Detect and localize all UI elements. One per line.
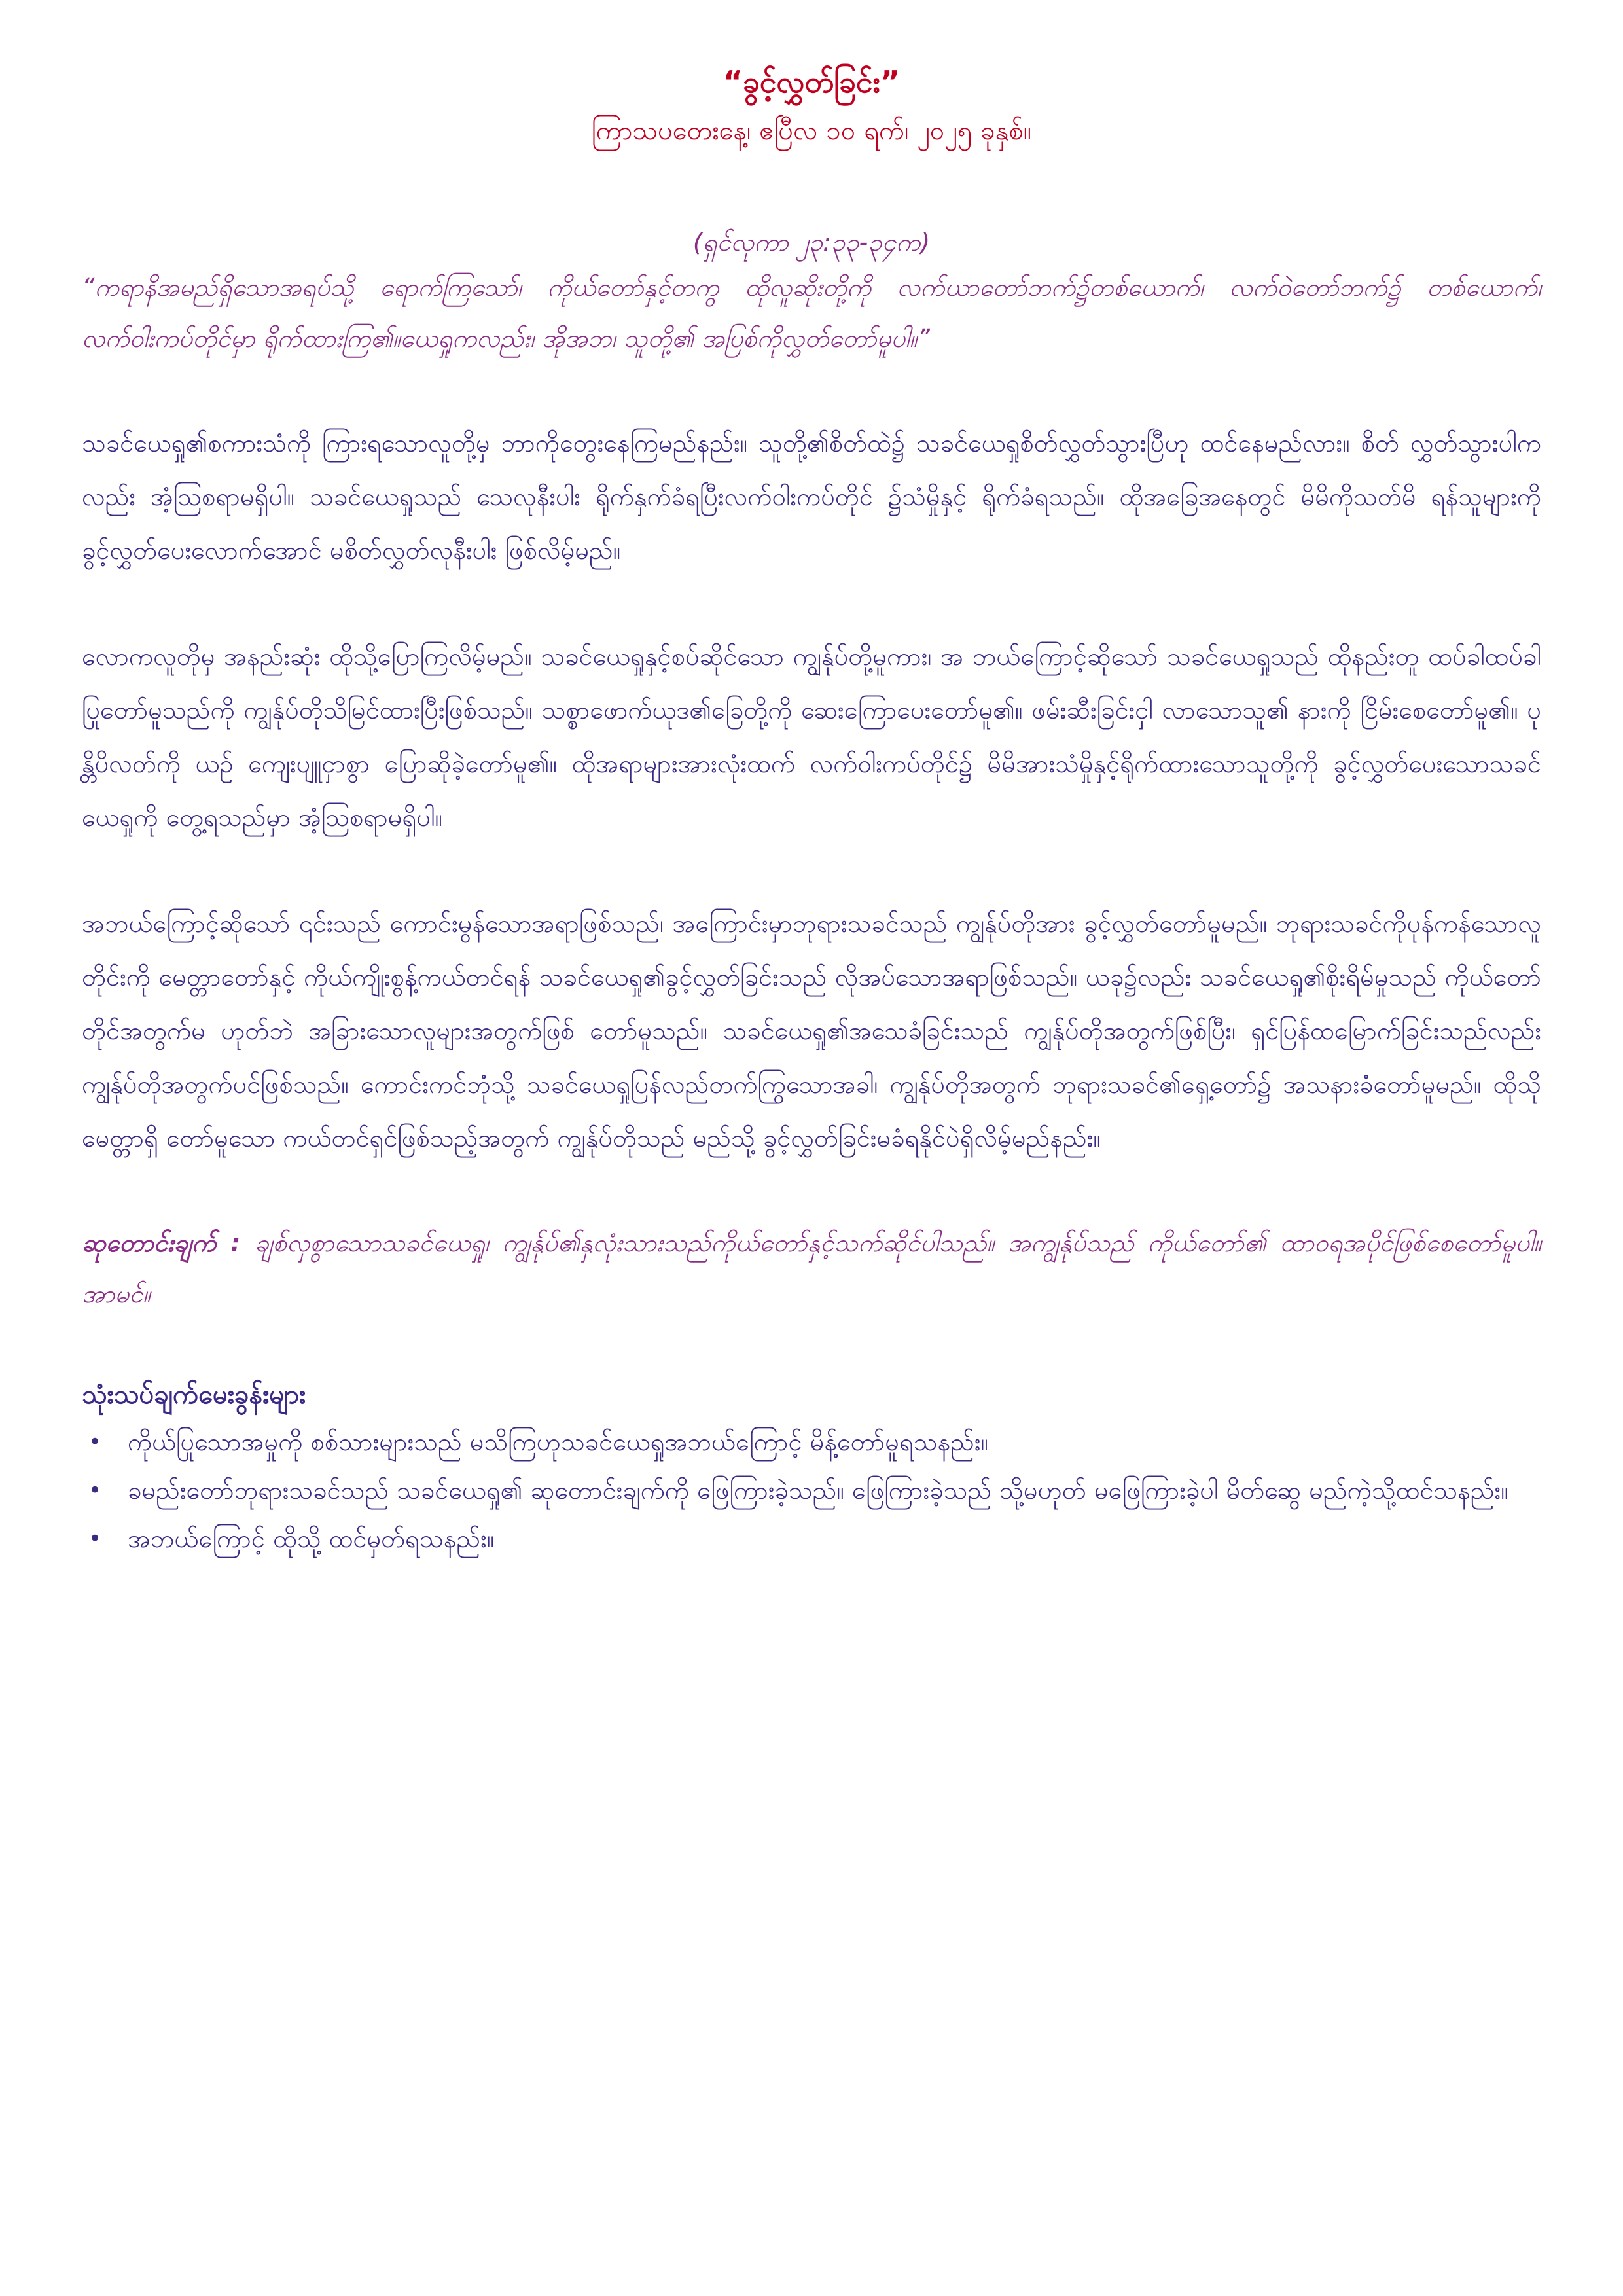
question-text: ကိုယ်ပြုသောအမှုကို စစ်သားများသည် မသိကြဟုသခင်ယေရှုအဘယ်ကြောင့် မိန့်တော်မူရသနည်း။ [128, 1427, 989, 1456]
prayer-block [82, 1217, 1541, 1319]
question-text: ခမည်းတော်ဘုရားသခင်သည် သခင်ယေရှု၏ ဆုတောင်းချက်ကို ဖြေကြားခဲ့သည်။ ဖြေကြားခဲ့သည် သို့မဟုတ် မဖြေကြားခဲ့ပါ မိတ်ဆွေ မည်ကဲ့သို့ထင်သနည်း။ [128, 1476, 1508, 1505]
questions-list [82, 1418, 1541, 1563]
question-text: အဘယ်ကြောင့် ထိုသို့ ထင်မှတ်ရသနည်း။ [128, 1524, 495, 1553]
body-paragraph-2: လောကလူတိုမှ အနည်းဆုံး ထိုသို့ပြောကြလိမ့်မည်။ သခင်ယေရှုနှင့်စပ်ဆိုင်သော ကျွန်ုပ်တို့မူကား၊ အ ဘယ်ကြောင့်ဆိုသော် သခင်ယေရှုသည် ထိုနည်းတူ ထပ်ခါထပ်ခါပြုတော်မူသည်ကို ကျွန်ုပ်တိုသိမြင်ထားပြီးဖြစ်သည်။ သစ္စာဖောက်ယုဒ၏ခြေတို့ကို ဆေးကြောပေးတော်မူ၏။ ဖမ်းဆီးခြင်းငှါ လာသောသူ၏ နားကို ငြိမ်းစေတော်မူ၏။ ပုန္တိပိလတ်ကို ယဉ် ကျေးပျူငှာစွာ ပြောဆိုခဲ့တော်မူ၏။ ထိုအရာများအားလုံးထက် လက်ဝါးကပ်တိုင်၌ မိမိအားသံမှိုနှင့်ရိုက်ထားသောသူတို့ကို ခွင့်လွှတ်ပေးသောသခင်ယေရှုကို တွေ့ရသည်မှာ အံ့သြစရာမရှိပါ။ [82, 642, 1541, 832]
body-paragraph-1: သခင်ယေရှု၏စကားသံကို ကြားရသောလူတို့မှ ဘာကိုတွေးနေကြမည်နည်း။ သူတို့၏စိတ်ထဲ၌ သခင်ယေရှုစိတ်လွှတ်သွားပြီဟု ထင်နေမည်လား။ စိတ် လွှတ်သွားပါကလည်း အံ့သြစရာမရှိပါ။ သခင်ယေရှုသည် သေလုနီးပါး ရိုက်နှက်ခံရပြီးလက်ဝါးကပ်တိုင် ၌သံမှိုနှင့် ရိုက်ခံရသည်။ ထိုအခြေအနေတွင် မိမိကိုသတ်မိ ရန်သူများကို ခွင့်လွှတ်ပေးလောက်အောင် မစိတ်လွှတ်လုနီးပါး ဖြစ်လိမ့်မည်။ [82, 429, 1541, 565]
prayer-label: ဆုတောင်းချက် [82, 1229, 217, 1257]
list-item [82, 1515, 1541, 1563]
document-title: “ခွင့်လွှတ်ခြင်း” [722, 64, 901, 99]
prayer-text: ချစ်လှစွာသောသခင်ယေရှု၊ ကျွန်ုပ်၏နှလုံးသားသည်ကိုယ်တော်နှင့်သက်ဆိုင်ပါသည်။ အကျွန်ုပ်သည် ကိုယ်တော်၏ ထာဝရအပိုင်ဖြစ်စေတော်မူပါ။ အာမင်။ [82, 1229, 1541, 1308]
scripture-reference: (ရှင်လုကာ ၂၃:၃၃-၃၄က) [692, 228, 931, 257]
bullet-icon: • [88, 1429, 102, 1455]
body-paragraph-3: အဘယ်ကြောင့်ဆိုသော် ၎င်းသည် ကောင်းမွန်သောအရာဖြစ်သည်၊ အကြောင်းမှာဘုရားသခင်သည် ကျွန်ုပ်တိုအား ခွင့်လွှတ်တော်မူမည်။ ဘုရားသခင်ကိုပုန်ကန်သောလူတိုင်းကို မေတ္တာတော်နှင့် ကိုယ်ကျိုးစွန့်ကယ်တင်ရန် သခင်ယေရှု၏ခွင့်လွှတ်ခြင်းသည် လိုအပ်သောအရာဖြစ်သည်။ ယခု၌လည်း သခင်ယေရှု၏စိုးရိမ်မှုသည် ကိုယ်တော်တိုင်အတွက်မ ဟုတ်ဘဲ အခြားသောလူများအတွက်ဖြစ် တော်မူသည်။ သခင်ယေရှု၏အသေခံခြင်းသည် ကျွန်ုပ်တိုအတွက်ဖြစ်ပြီး၊ ရှင်ပြန်ထမြောက်ခြင်းသည်လည်းကျွန်ုပ်တိုအတွက်ပင်ဖြစ်သည်။ ကောင်းကင်ဘုံသို့ သခင်ယေရှုပြန်လည်တက်ကြွသောအခါ၊ ကျွန်ုပ်တိုအတွက် ဘုရားသခင်၏ရှေ့တော်၌ အသနားခံတော်မူမည်။ ထိုသိုမေတ္တာရှိ တော်မူသော ကယ်တင်ရှင်ဖြစ်သည့်အတွက် ကျွန်ုပ်တိုသည် မည်သို့ ခွင့်လွှတ်ခြင်းမခံရနိုင်ပဲရှိလိမ့်မည်နည်း။ [82, 909, 1541, 1153]
questions-heading: သုံးသပ်ချက်မေးခွန်းများ [82, 1380, 306, 1410]
bullet-icon: • [88, 1477, 102, 1503]
list-item [82, 1418, 1541, 1466]
scripture-quote: “ကရာနိအမည်ရှိသောအရပ်သို့ ရောက်ကြသော်၊ ကိုယ်တော်နှင့်တကွ ထိုလူဆိုးတို့ကို လက်ယာတော်ဘက်၌တစ်ယောက်၊ လက်ဝဲတော်ဘက်၌ တစ်ယောက်၊ လက်ဝါးကပ်တိုင်မှာ ရိုက်ထားကြ၏။ယေရှုကလည်း၊ အိုအဘ၊ သူတို့၏ အပြစ်ကိုလွှတ်တော်မူပါ။” [82, 273, 1541, 353]
list-item [82, 1466, 1541, 1515]
prayer-separator: : [216, 1229, 255, 1257]
document-date: ကြာသပတေးနေ့၊ ဧပြီလ ၁၀ ရက်၊ ၂၀၂၅ ခုနှစ်။ [592, 116, 1031, 146]
bullet-icon: • [88, 1526, 102, 1552]
